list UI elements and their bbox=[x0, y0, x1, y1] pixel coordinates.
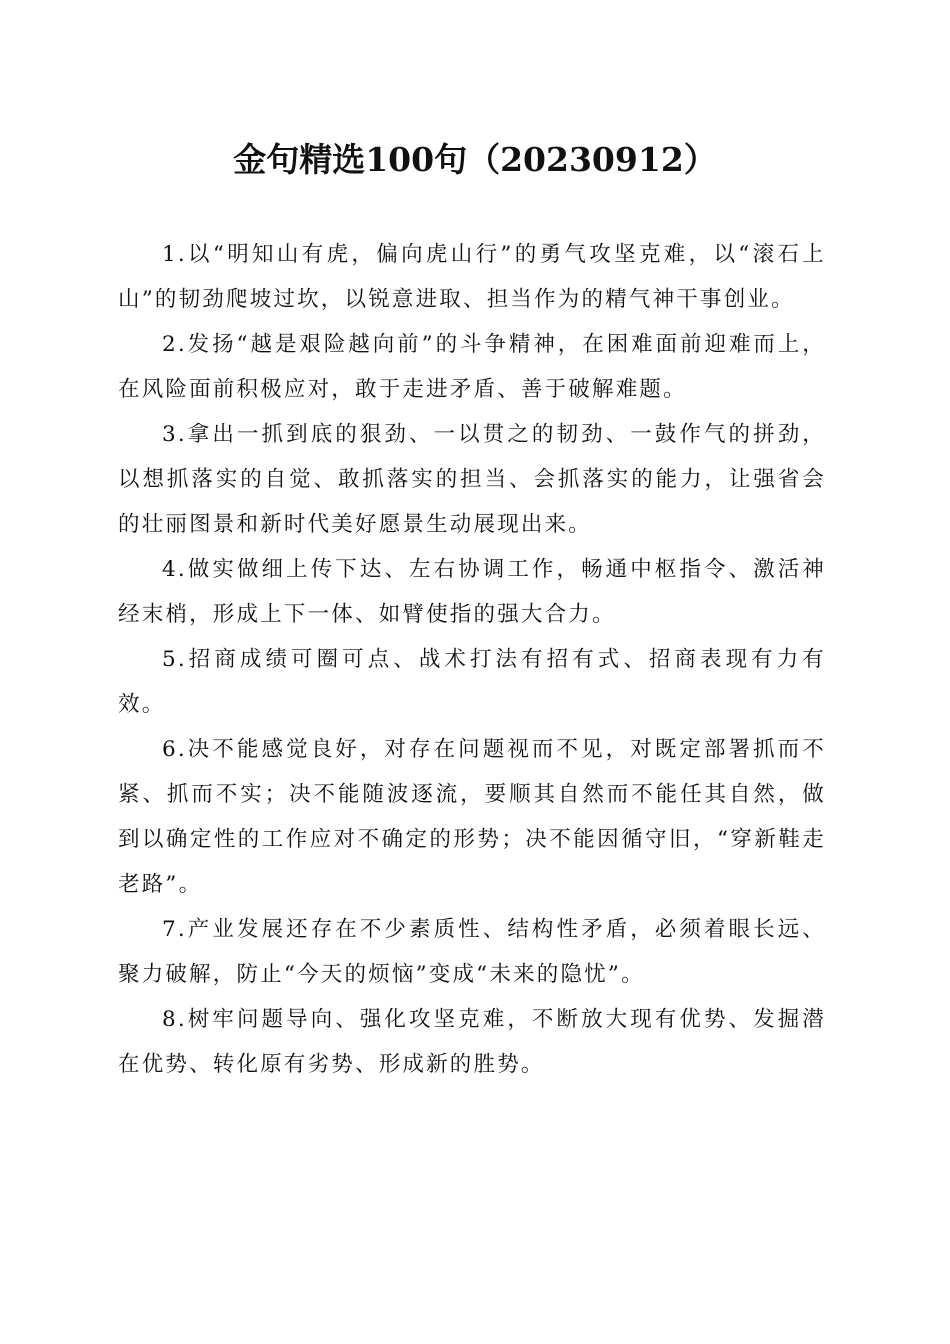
paragraph-7: 7.产业发展还存在不少素质性、结构性矛盾，必须着眼长远、聚力破解，防止“今天的烦恼”变成“未来的隐忧”。 bbox=[118, 917, 826, 987]
paragraph-1: 1.以“明知山有虎，偏向虎山行”的勇气攻坚克难，以“滚石上山”的韧劲爬坡过坎，以锐意进取、担当作为的精气神干事创业。 bbox=[118, 242, 826, 312]
paragraph-3: 3.拿出一抓到底的狠劲、一以贯之的韧劲、一鼓作气的拼劲，以想抓落实的自觉、敢抓落实的担当、会抓落实的能力，让强省会的壮丽图景和新时代美好愿景生动展现出来。 bbox=[118, 422, 826, 537]
paragraph-2: 2.发扬“越是艰险越向前”的斗争精神，在困难面前迎难而上，在风险面前积极应对，敢于走进矛盾、善于破解难题。 bbox=[118, 332, 826, 402]
paragraph-5: 5.招商成绩可圈可点、战术打法有招有式、招商表现有力有效。 bbox=[118, 647, 826, 717]
paragraph-6: 6.决不能感觉良好，对存在问题视而不见，对既定部署抓而不紧、抓而不实；决不能随波逐流，要顺其自然而不能任其自然，做到以确定性的工作应对不确定的形势；决不能因循守旧，“穿新鞋走老路”。 bbox=[118, 737, 826, 897]
paragraph-8: 8.树牢问题导向、强化攻坚克难，不断放大现有优势、发掘潜在优势、转化原有劣势、形成新的胜势。 bbox=[118, 1007, 826, 1077]
document-body bbox=[118, 232, 826, 1087]
paragraph-4: 4.做实做细上传下达、左右协调工作，畅通中枢指令、激活神经末梢，形成上下一体、如臂使指的强大合力。 bbox=[118, 557, 826, 627]
document-title: 金句精选100句（20230912） bbox=[233, 140, 717, 179]
